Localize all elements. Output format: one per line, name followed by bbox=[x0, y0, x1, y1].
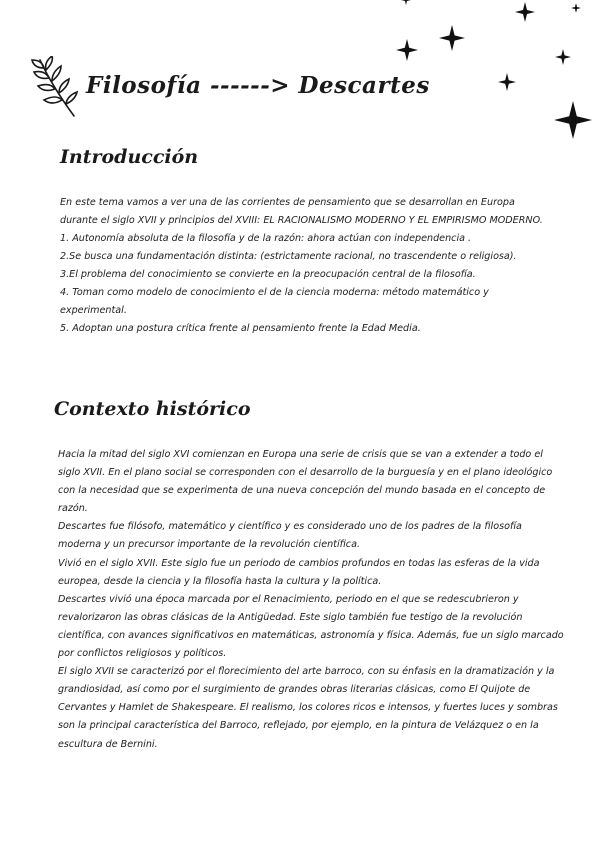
paragraph: El siglo XVII se caracterizó por el florecimiento del arte barroco, con su énfasis en la dramatización y la grandiosidad, así como por el surgimiento de grandes obras literarias clásicas, como El Quijote de Cervantes y Hamlet de Shakespeare. El realismo, los colores ricos e intensos, y fuertes luces y sombras son la principal característica del Barroco, reflejado, por ejemplo, en la pintura de Velázquez o en la escultura de Bernini. bbox=[58, 666, 558, 750]
leaf-branch-icon bbox=[30, 56, 84, 120]
page-title: Filosofía ------> Descartes bbox=[86, 72, 430, 99]
paragraph: 1. Autonomía absoluta de la filosofía y de la razón: ahora actúan con independencia . bbox=[60, 233, 472, 244]
paragraph: Descartes fue filósofo, matemático y científico y es considerado uno de los padres de la filosofía moderna y un precursor importante de la revolución científica. bbox=[58, 521, 522, 551]
section-heading-introduccion: Introducción bbox=[60, 146, 199, 168]
paragraph: Vivió en el siglo XVII. Este siglo fue un periodo de cambios profundos en todas las esferas de la vida europea, desde la ciencia y la filosofía hasta la cultura y la política. bbox=[58, 557, 540, 587]
paragraph: 2.Se busca una fundamentación distinta: (estrictamente racional, no trascendente o religiosa). bbox=[60, 251, 517, 262]
section-heading-contexto-historico: Contexto histórico bbox=[54, 398, 251, 420]
paragraph: 3.El problema del conocimiento se convierte en la preocupación central de la filosofía. bbox=[60, 269, 476, 280]
paragraph: En este tema vamos a ver una de las corrientes de pensamiento que se desarrollan en Europa durante el siglo XVII y principios del XVIII: EL RACIONALISMO MODERNO Y EL EMPIRISMO MODERNO. bbox=[60, 197, 543, 226]
section-body-contexto-historico bbox=[58, 446, 568, 754]
paragraph: Descartes vivió una época marcada por el Renacimiento, periodo en el que se redescubrieron y revalorizaron las obras clásicas de la Antigüedad. Este siglo también fue testigo de la revolución científica, con avances significativos en matemáticas, astronomía y física. Además, fue un siglo marcado por conflictos religiosos y políticos. bbox=[58, 593, 564, 660]
paragraph: Hacia la mitad del siglo XVI comienzan en Europa una serie de crisis que se van a extender a todo el siglo XVII. En el plano social se corresponden con el desarrollo de la burguesía y en el plano ideológico con la necesidad que se experimenta de una nueva concepción del mundo basada en el concepto de razón. bbox=[58, 449, 553, 515]
paragraph: 4. Toman como modelo de conocimiento el de la ciencia moderna: método matemático y experimental. bbox=[60, 287, 489, 316]
paragraph: 5. Adoptan una postura crítica frente al pensamiento frente la Edad Media. bbox=[60, 323, 421, 334]
section-body-introduccion bbox=[60, 194, 548, 338]
